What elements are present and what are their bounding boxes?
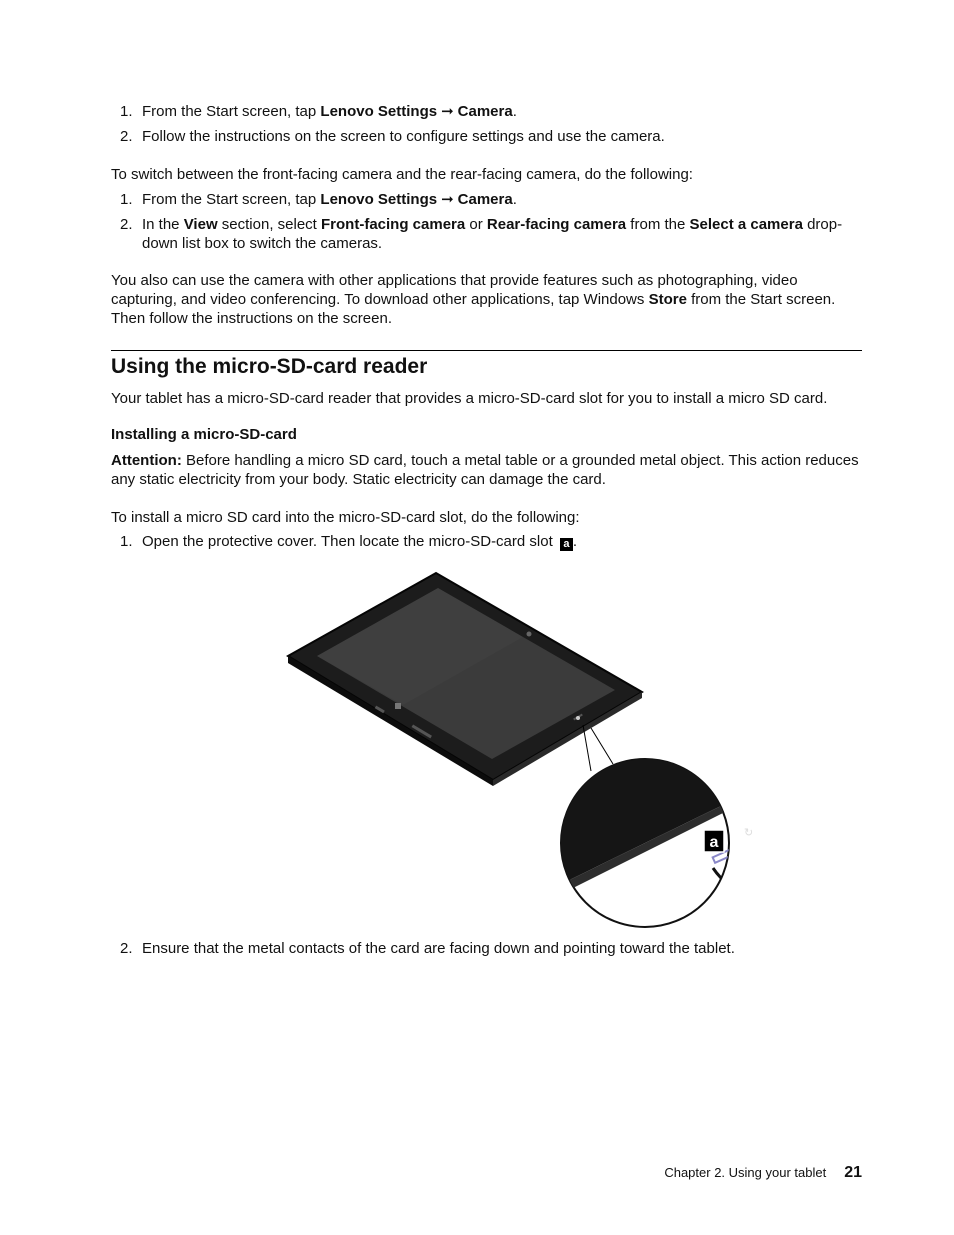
page-footer: [664, 1163, 862, 1182]
list-item: 2. In the View section, select Front-facing camera or Rear-facing camera from the Select a camera drop-down list box to switch the cameras.: [120, 216, 843, 252]
section-divider: [111, 350, 862, 351]
list-item: 2. Ensure that the metal contacts of the card are facing down and pointing toward the tablet.: [120, 940, 735, 957]
switch-intro: To switch between the front-facing camera and the rear-facing camera, do the following:: [111, 166, 693, 183]
tablet-figure: [283, 568, 754, 930]
sync-icon: [576, 716, 580, 720]
other-apps-paragraph: You also can use the camera with other applications that provide features such as photographing, video capturing, and video conferencing. To download other applications, tap Windows Store from the Start screen. Then follow the instructions on the screen.: [111, 272, 836, 327]
attention-paragraph: Attention: Before handling a micro SD card, touch a metal table or a grounded metal object. This action reduces any static electricity from your body. Static electricity can damage the card.: [111, 452, 859, 488]
arrow-icon: ➞: [441, 191, 454, 208]
steps-install-1: [111, 532, 862, 551]
footer-chapter: Chapter 2. Using your tablet: [664, 1165, 827, 1180]
list-item: 1. From the Start screen, tap Lenovo Settings ➞ Camera.: [120, 103, 517, 120]
callout-badge: a: [560, 538, 573, 551]
steps-install-2: [111, 939, 862, 958]
steps-switch-camera: [111, 190, 862, 253]
list-item: 1. Open the protective cover. Then locate the micro-SD-card slot a .: [120, 533, 578, 550]
windows-button-icon: [395, 703, 401, 709]
document-page: [111, 0, 862, 1235]
subsection-title: Installing a micro-SD-card: [111, 426, 297, 443]
section-title: Using the micro-SD-card reader: [111, 355, 428, 378]
camera-icon: [527, 632, 532, 637]
arrow-icon: ➞: [441, 103, 454, 120]
page-number: 21: [844, 1164, 862, 1181]
list-item: 2. Follow the instructions on the screen to configure settings and use the camera.: [120, 128, 665, 145]
steps-camera-settings: [111, 102, 862, 146]
tablet-illustration: [283, 568, 754, 930]
sync-symbol-icon: ↻: [744, 826, 754, 839]
figure-callout-label: a: [709, 834, 719, 851]
section-intro: Your tablet has a micro-SD-card reader that provides a micro-SD-card slot for you to install a micro SD card.: [111, 390, 828, 407]
list-item: 1. From the Start screen, tap Lenovo Settings ➞ Camera.: [120, 191, 517, 208]
install-intro: To install a micro SD card into the micro-SD-card slot, do the following:: [111, 509, 580, 526]
